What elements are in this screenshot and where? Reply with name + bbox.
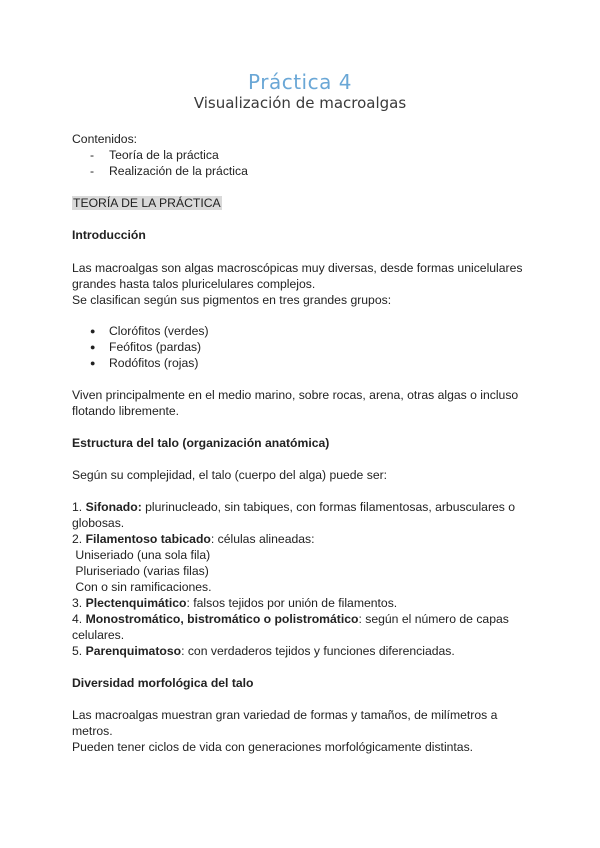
- structure-item-5: 5. Parenquimatoso: con verdaderos tejidos y funciones diferenciadas.: [72, 644, 455, 658]
- bullet-marker: ●: [90, 358, 96, 368]
- habitat-paragraph: flotando libremente.: [72, 404, 180, 418]
- contents-label: Contenidos:: [72, 132, 138, 146]
- group-item: Clorófitos (verdes): [109, 324, 209, 338]
- structure-item-1: 1. Sifonado: plurinucleado, sin tabiques, con formas filamentosas, arbusculares o: [72, 500, 516, 514]
- group-item: Feófitos (pardas): [109, 340, 202, 354]
- bullet-marker: ●: [90, 342, 96, 352]
- dash-marker: -: [90, 164, 95, 178]
- diversity-paragraph: Pueden tener ciclos de vida con generaciones morfológicamente distintas.: [72, 740, 474, 754]
- intro-paragraph: Se clasifican según sus pigmentos en tres grandes grupos:: [72, 293, 392, 307]
- structure-intro: Según su complejidad, el talo (cuerpo del alga) puede ser:: [72, 468, 388, 482]
- structure-item-1-cont: globosas.: [72, 516, 125, 530]
- group-item: Rodófitos (rojas): [109, 356, 199, 370]
- diversity-heading: Diversidad morfológica del talo: [72, 676, 254, 690]
- structure-item-4-cont: celulares.: [72, 628, 125, 642]
- structure-subitem: Uniseriado (una sola fila): [72, 548, 211, 562]
- structure-item-2: 2. Filamentoso tabicado: células alineadas:: [72, 532, 315, 546]
- page-subtitle: Visualización de macroalgas: [193, 94, 407, 112]
- diversity-paragraph: Las macroalgas muestran gran variedad de formas y tamaños, de milímetros a: [72, 708, 498, 722]
- structure-item-3: 3. Plectenquimático: falsos tejidos por unión de filamentos.: [72, 596, 398, 610]
- intro-paragraph: Las macroalgas son algas macroscópicas muy diversas, desde formas unicelulares: [72, 261, 523, 275]
- contents-item: Realización de la práctica: [109, 164, 248, 178]
- structure-item-4: 4. Monostromático, bistromático o polistromático: según el número de capas: [72, 612, 509, 626]
- diversity-paragraph: metros.: [72, 724, 113, 738]
- structure-subitem: Pluriseriado (varias filas): [72, 564, 209, 578]
- habitat-paragraph: Viven principalmente en el medio marino, sobre rocas, arena, otras algas o incluso: [72, 388, 519, 402]
- bullet-marker: ●: [90, 326, 96, 336]
- structure-heading: Estructura del talo (organización anatómica): [72, 436, 330, 450]
- dash-marker: -: [90, 148, 95, 162]
- structure-subitem: Con o sin ramificaciones.: [72, 580, 212, 594]
- section-label: TEORÍA DE LA PRÁCTICA: [73, 196, 221, 210]
- contents-item: Teoría de la práctica: [109, 148, 219, 162]
- page-title: Práctica 4: [248, 70, 352, 94]
- intro-paragraph: grandes hasta talos pluricelulares complejos.: [72, 277, 316, 291]
- intro-heading: Introducción: [72, 228, 146, 242]
